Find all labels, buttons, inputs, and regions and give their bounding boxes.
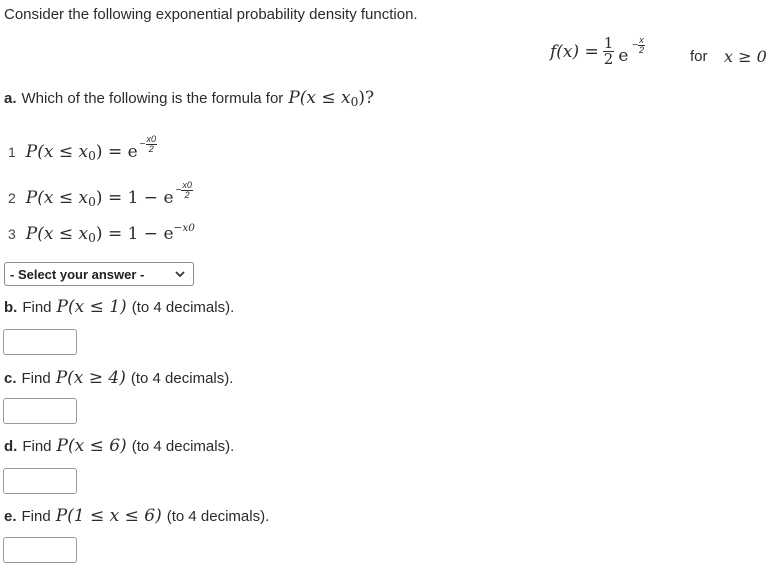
part-d-expr: P(x ≤ 6): [56, 436, 127, 456]
pdf-exp-frac: [638, 36, 645, 55]
option-1-expr: [26, 142, 138, 163]
part-a-expr-sub: 0: [350, 95, 359, 110]
option-2-exp-den: 2: [184, 190, 190, 200]
part-a-letter: a.: [4, 90, 17, 107]
chevron-down-icon: [174, 268, 186, 280]
pdf-exp-num: x: [639, 35, 644, 45]
part-e-letter: e.: [4, 508, 17, 525]
part-b-expr: P(x ≤ 1): [56, 297, 127, 317]
part-c-letter: c.: [4, 370, 17, 387]
option-1-number: 1: [8, 144, 16, 160]
answer-select[interactable]: [4, 262, 194, 286]
option-1: [8, 134, 157, 164]
option-2-number: 2: [8, 190, 16, 206]
part-d-question: [4, 436, 234, 456]
part-b-letter: b.: [4, 299, 18, 316]
part-b-suffix: (to 4 decimals).: [131, 299, 235, 316]
part-e-question: [4, 506, 269, 526]
option-2-exponent: [176, 181, 193, 200]
part-e-answer-input[interactable]: [3, 537, 77, 563]
option-1-exp-frac: [146, 135, 158, 154]
option-2-rhs: ) = 1 − e: [95, 188, 174, 208]
part-d-letter: d.: [4, 438, 18, 455]
pdf-exp-minus: −: [632, 40, 639, 51]
option-1-exponent: [140, 135, 157, 154]
part-b-prefix: Find: [22, 299, 52, 316]
option-1-rhs: ) = e: [95, 142, 138, 162]
part-d-suffix: (to 4 decimals).: [131, 438, 235, 455]
option-2-exp-minus: −: [175, 185, 182, 196]
part-e-prefix: Find: [21, 508, 51, 525]
part-a-expr-end: )?: [358, 88, 375, 108]
part-c-prefix: Find: [21, 370, 51, 387]
part-c-answer-input[interactable]: [3, 398, 77, 424]
option-3-expr: [26, 222, 195, 245]
part-b-question: [4, 297, 234, 317]
part-c-expr: P(x ≥ 4): [55, 368, 126, 388]
pdf-exp-den: 2: [638, 45, 644, 55]
part-e-expr: P(1 ≤ x ≤ 6): [55, 506, 162, 526]
option-2: [8, 180, 193, 210]
option-1-exp-num: x0: [146, 134, 157, 144]
option-2-expr: [26, 188, 174, 209]
option-2-exp-frac: [181, 181, 193, 200]
part-d-answer-input[interactable]: [3, 468, 77, 494]
pdf-e: e: [618, 45, 629, 66]
option-3-exp: −x0: [173, 222, 195, 234]
option-3-lhs: P(x ≤ x: [25, 223, 89, 244]
option-2-lhs: P(x ≤ x: [25, 188, 89, 208]
option-1-lhs: P(x ≤ x: [25, 142, 89, 162]
option-2-exp-num: x0: [182, 180, 192, 190]
pdf-domain-label: for: [690, 48, 708, 65]
option-3: [8, 222, 195, 245]
option-3-sub: 0: [88, 230, 96, 245]
part-a-expr: [288, 88, 374, 109]
option-1-sub: 0: [88, 149, 96, 164]
pdf-formula: [550, 36, 645, 67]
option-1-exp-minus: −: [139, 139, 146, 150]
part-d-prefix: Find: [22, 438, 52, 455]
option-3-number: 3: [8, 225, 16, 242]
pdf-fraction: [603, 36, 615, 67]
part-b-answer-input[interactable]: [3, 329, 77, 355]
pdf-frac-num: 1: [603, 34, 614, 52]
option-3-rhs: ) = 1 − e: [95, 223, 174, 244]
option-2-sub: 0: [88, 195, 96, 210]
pdf-domain-expr: x ≥ 0: [724, 47, 767, 66]
part-a-question: [4, 88, 374, 109]
part-a-expr-main: P(x ≤ x: [288, 88, 351, 108]
pdf-exponent: [632, 36, 644, 55]
answer-select-label: - Select your answer -: [10, 266, 145, 282]
option-1-exp-den: 2: [148, 144, 154, 154]
part-c-suffix: (to 4 decimals).: [130, 370, 234, 387]
part-e-suffix: (to 4 decimals).: [166, 508, 270, 525]
part-a-text: Which of the following is the formula for: [21, 90, 284, 107]
pdf-lhs: f(x) =: [550, 41, 599, 62]
intro-text: Consider the following exponential probability density function.: [4, 6, 418, 23]
part-c-question: [4, 368, 233, 388]
pdf-frac-den: 2: [603, 50, 614, 68]
